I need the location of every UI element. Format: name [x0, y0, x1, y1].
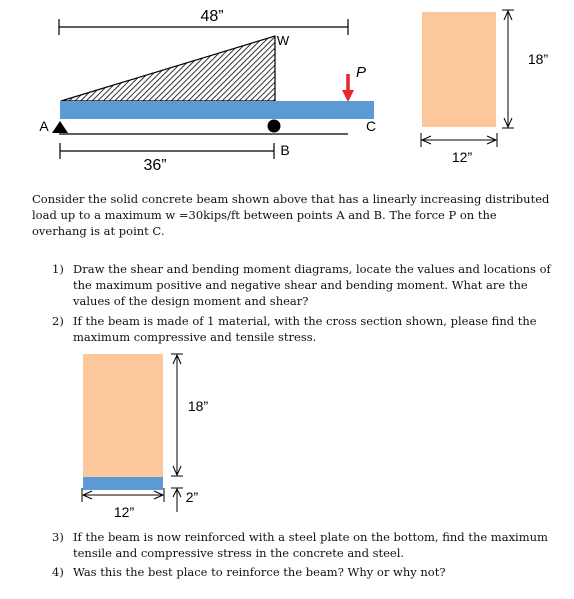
- dimension-48: [59, 8, 348, 35]
- distributed-load: [61, 36, 275, 101]
- load-w-label: W: [276, 33, 290, 48]
- beam-diagram: [39, 8, 376, 174]
- question-2-number: 2): [52, 314, 64, 328]
- question-3-number: 3): [52, 530, 64, 544]
- question-3-text: If the beam is now reinforced with a steel plate on the bottom, find the maximum tensile and compressive stress in the concrete and steel.: [73, 530, 548, 560]
- section-concrete: [422, 12, 496, 127]
- beam: [60, 101, 374, 119]
- point-b-label: B: [280, 142, 290, 158]
- force-p-arrow: [342, 74, 354, 102]
- question-1-text: Draw the shear and bending moment diagrams, locate the values and locations of the maximum positive and negative shear and bending moment. What are the values of the design moment and shear?: [73, 262, 551, 308]
- question-4-text: Was this the best place to reinforce the beam? Why or why not?: [73, 565, 446, 579]
- steel-plate: [83, 477, 163, 490]
- section-width-label: 12”: [451, 149, 473, 165]
- reinforced-height-label: 18”: [187, 398, 209, 414]
- dimension-36: [60, 142, 290, 174]
- question-2-text: If the beam is made of 1 material, with the cross section shown, please find the maximum compressive and tensile stress.: [73, 314, 537, 344]
- plate-thickness-label: 2”: [185, 489, 199, 505]
- problem-intro: Consider the solid concrete beam shown above that has a linearly increasing distributed load up to a maximum w =30kips/ft between points A and B. The force P on the overhang is at point C.: [32, 192, 550, 238]
- roller-support-b: [268, 120, 281, 133]
- reinforced-concrete: [83, 354, 163, 477]
- point-c-label: C: [365, 118, 377, 134]
- cross-section: [421, 10, 548, 165]
- point-a-label: A: [39, 118, 49, 134]
- reinforced-section: [82, 354, 208, 520]
- question-1-number: 1): [52, 262, 64, 276]
- reinforced-width-label: 12”: [113, 504, 135, 520]
- dimension-36-label: 36”: [143, 157, 167, 174]
- force-p-label: P: [355, 64, 367, 81]
- question-4-number: 4): [52, 565, 64, 579]
- section-height-label: 18”: [527, 51, 549, 67]
- dimension-48-label: 48”: [200, 8, 224, 25]
- pin-support-a: [52, 121, 68, 133]
